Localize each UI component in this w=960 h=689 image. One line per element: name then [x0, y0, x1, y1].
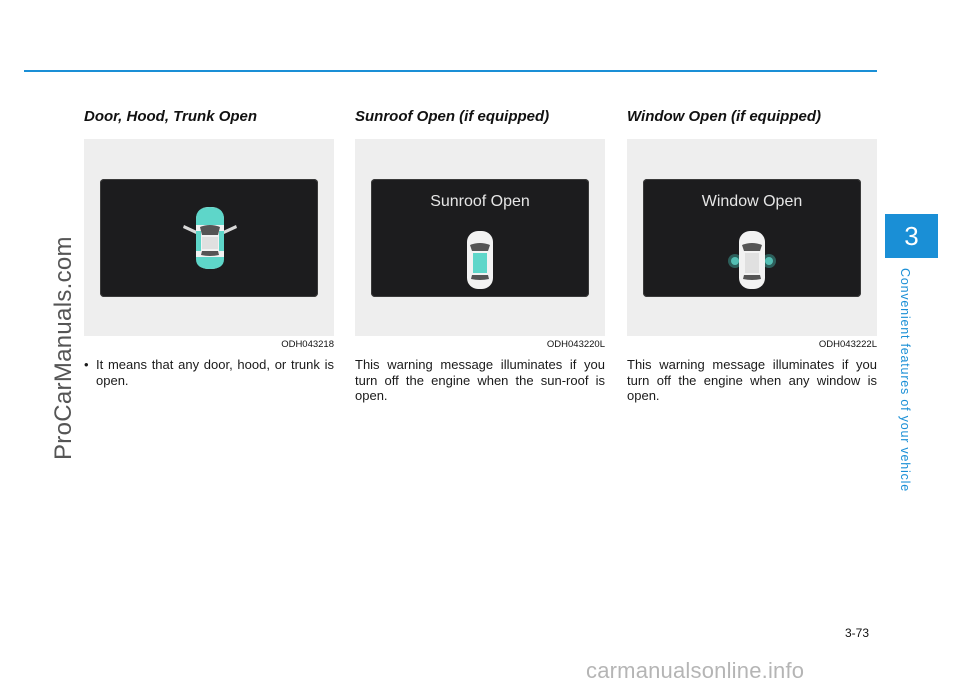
section-sunroof: [355, 108, 605, 404]
body-text: [84, 357, 334, 388]
cluster-display: [643, 179, 861, 297]
figure-door-open: [84, 139, 334, 336]
site-watermark: ProCarManuals.com: [50, 236, 77, 460]
bullet-text: It means that any door, hood, or trunk is open.: [96, 357, 334, 388]
figure-window-open: [627, 139, 877, 336]
footer-watermark: carmanualsonline.info: [586, 658, 805, 683]
figure-code: ODH043222L: [818, 339, 877, 350]
car-sunroof-icon: [465, 229, 495, 291]
chapter-tab: 3: [885, 214, 938, 258]
section-heading: Window Open (if equipped): [627, 108, 822, 125]
car-doors-open-icon: [180, 201, 240, 275]
top-rule: [24, 70, 877, 72]
figure-code: ODH043220L: [546, 339, 605, 350]
display-message: Window Open: [701, 193, 803, 210]
section-window: [627, 108, 877, 404]
cluster-display: [100, 179, 318, 297]
section-heading: Sunroof Open (if equipped): [355, 108, 550, 125]
cluster-display: [371, 179, 589, 297]
section-door-hood-trunk: [84, 108, 334, 388]
page-number: 3-73: [845, 626, 870, 640]
bullet-dot-icon: •: [84, 357, 89, 372]
body-text: This warning message illuminates if you turn off the engine when the sun-roof is open.: [355, 357, 605, 403]
figure-code: ODH043218: [281, 339, 334, 350]
car-windows-open-icon: [727, 229, 777, 291]
figure-sunroof-open: [355, 139, 605, 336]
display-message: Sunroof Open: [430, 193, 530, 210]
body-text: This warning message illuminates if you turn off the engine when any window is open.: [627, 357, 877, 403]
section-heading: Door, Hood, Trunk Open: [84, 108, 258, 125]
chapter-title: Convenient features of your vehicle: [898, 268, 912, 492]
